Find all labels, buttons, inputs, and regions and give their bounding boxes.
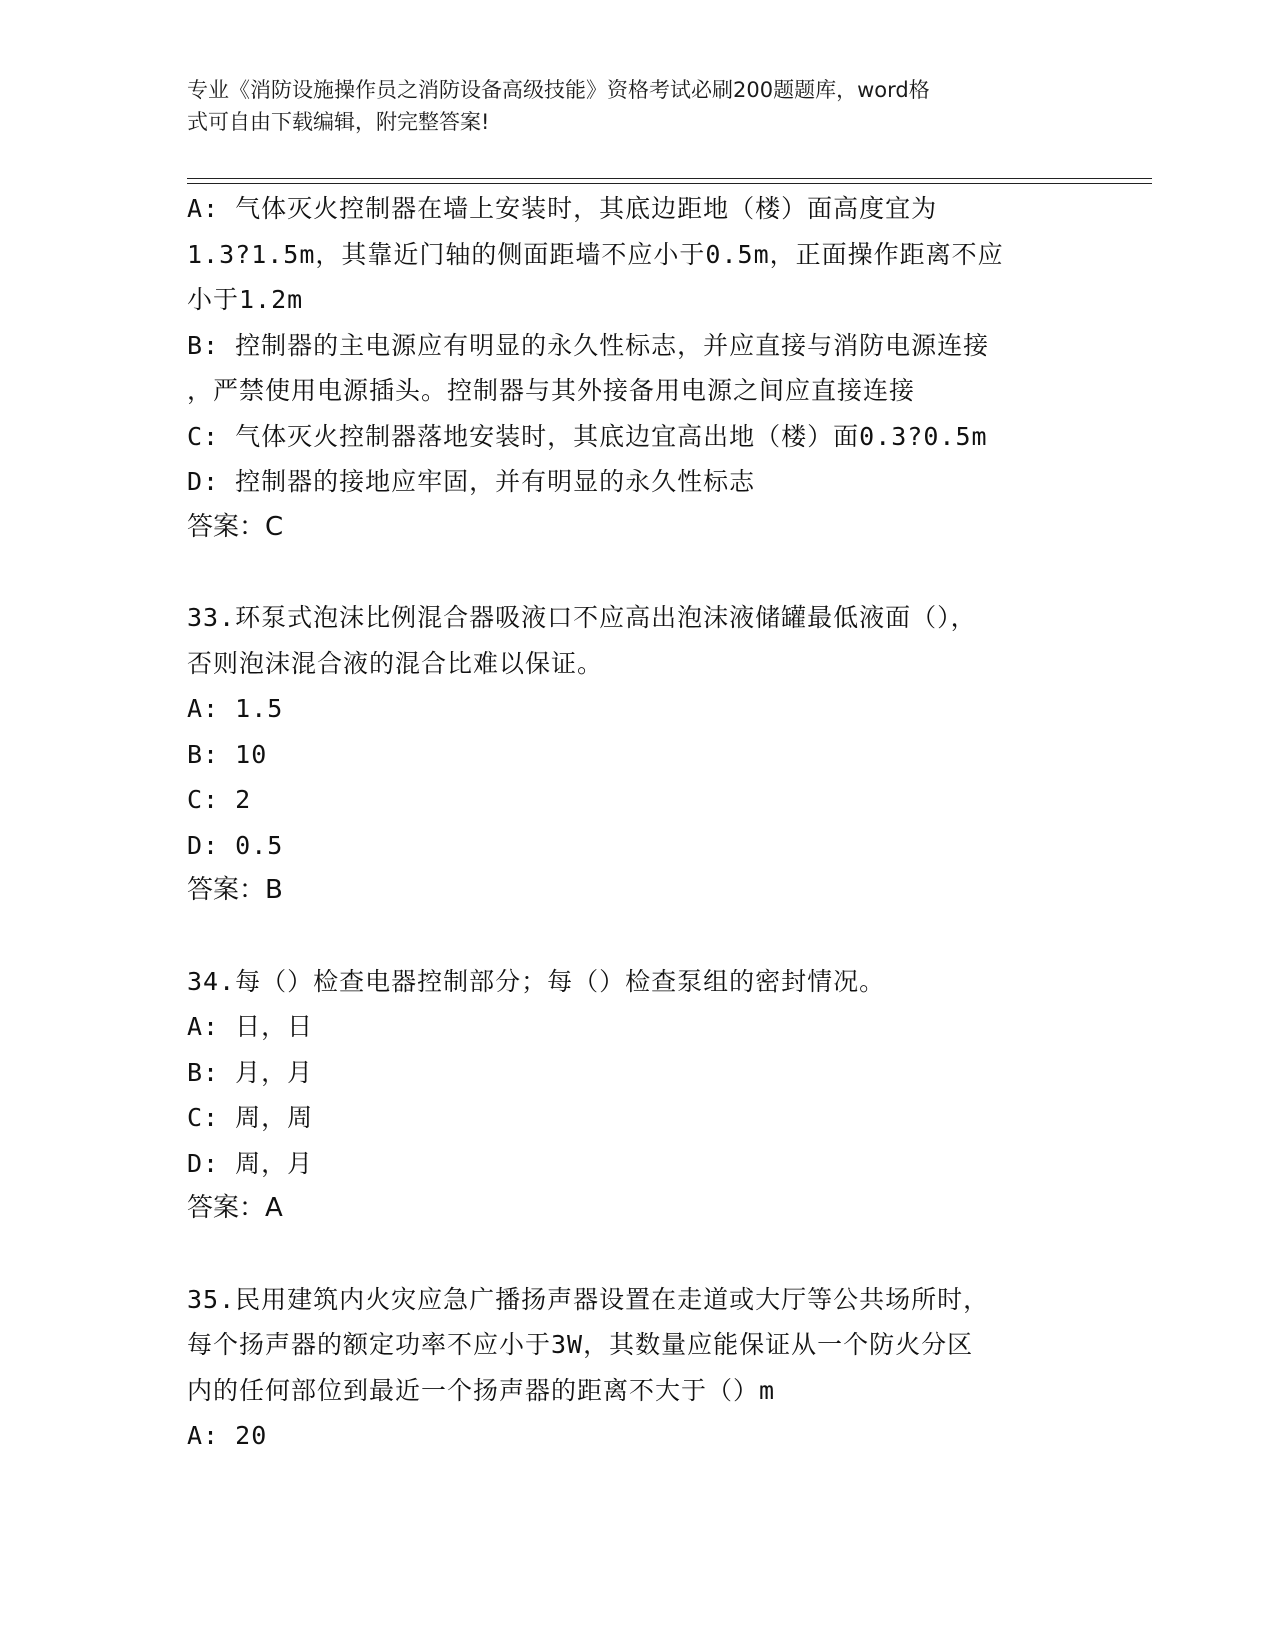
header-title-line-2: 式可自由下载编辑，附完整答案! — [187, 110, 490, 134]
option-b: B: 月，月 — [187, 1057, 314, 1087]
question-32-continued — [187, 186, 1087, 550]
option-a: A: 20 — [187, 1421, 268, 1450]
question-stem-line-3: 内的任何部位到最近一个扬声器的距离不大于（）m — [187, 1375, 776, 1405]
question-34 — [187, 959, 1087, 1232]
option-a-line-1: A: 气体灭火控制器在墙上安装时，其底边距地（楼）面高度宜为 — [187, 194, 938, 223]
option-c: C: 气体灭火控制器落地安装时，其底边宜高出地（楼）面0.3?0.5m — [187, 421, 988, 451]
question-35 — [187, 1277, 1087, 1459]
question-stem-line-2: 否则泡沫混合液的混合比难以保证。 — [187, 648, 604, 678]
option-c: C: 2 — [187, 785, 252, 814]
option-a-line-3: 小于1.2m — [187, 285, 304, 314]
question-list — [187, 186, 1087, 1459]
answer-label: 答案：B — [187, 875, 283, 905]
option-b-line-2: ，严禁使用电源插头。控制器与其外接备用电源之间应直接连接 — [187, 376, 916, 405]
question-stem-line-1: 35.民用建筑内火灾应急广播扬声器设置在走道或大厅等公共场所时， — [187, 1284, 990, 1314]
question-33 — [187, 595, 1087, 914]
option-d: D: 控制器的接地应牢固，并有明显的永久性标志 — [187, 467, 756, 496]
answer-label: 答案：A — [187, 1193, 283, 1223]
answer-label: 答案：C — [187, 511, 284, 542]
question-stem: 34.每（）检查电器控制部分；每（）检查泵组的密封情况。 — [187, 966, 886, 996]
header-title-line-1: 专业《消防设施操作员之消防设备高级技能》资格考试必刷200题题库，word格 — [187, 78, 930, 102]
header-divider-top — [187, 178, 1152, 179]
document-header — [187, 74, 1067, 138]
option-a: A: 1.5 — [187, 694, 284, 723]
option-c: C: 周，周 — [187, 1103, 314, 1132]
option-d: D: 0.5 — [187, 830, 284, 860]
option-b: B: 10 — [187, 739, 268, 769]
question-stem-line-1: 33.环泵式泡沫比例混合器吸液口不应高出泡沫液储罐最低液面（）， — [187, 603, 977, 632]
option-a-line-2: 1.3?1.5m，其靠近门轴的侧面距墙不应小于0.5m，正面操作距离不应 — [187, 239, 1004, 269]
option-b-line-1: B: 控制器的主电源应有明显的永久性标志，并应直接与消防电源连接 — [187, 330, 990, 360]
option-a: A: 日，日 — [187, 1012, 314, 1041]
option-d: D: 周，月 — [187, 1148, 314, 1178]
question-stem-line-2: 每个扬声器的额定功率不应小于3W，其数量应能保证从一个防火分区 — [187, 1330, 974, 1359]
header-divider-bottom — [187, 183, 1152, 184]
